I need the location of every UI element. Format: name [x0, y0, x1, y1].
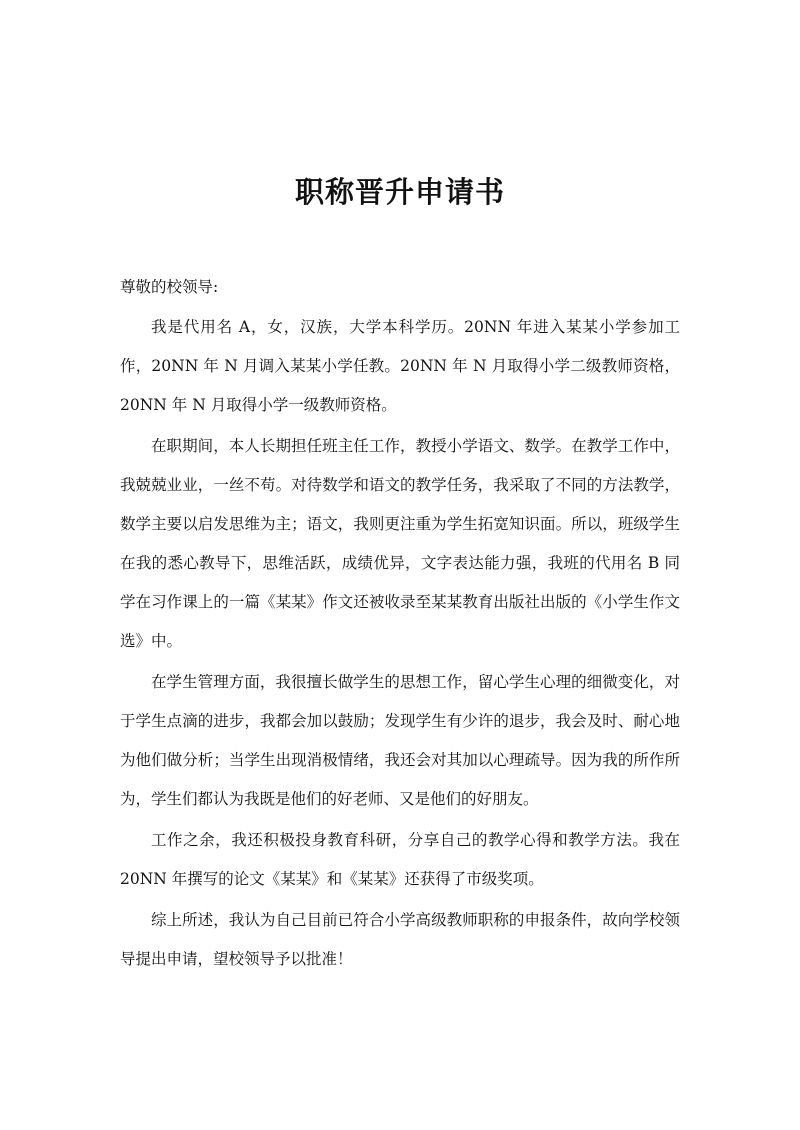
document-title: 职称晋升申请书: [294, 175, 505, 209]
paragraph-intro: 我是代用名 A，女，汉族，大学本科学历。20NN 年进入某某小学参加工作，20NN 年 N 月调入某某小学任教。20NN 年 N 月取得小学二级教师资格，20NN 年 N 月取得小学一级教师资格。: [120, 318, 680, 414]
salutation: 尊敬的校领导:: [120, 278, 219, 296]
document-body: [120, 268, 680, 981]
paragraph-conclusion: 综上所述，我认为自己目前已符合小学高级教师职称的申报条件，故向学校领导提出申请，望校领导予以批准！: [120, 911, 680, 968]
paragraph-student-management: 在学生管理方面，我很擅长做学生的思想工作，留心学生心理的细微变化，对于学生点滴的进步，我都会加以鼓励；发现学生有少许的退步，我会及时、耐心地为他们做分析；当学生出现消极情绪，我还会对其加以心理疏导。因为我的所作所为，学生们都认为我既是他们的好老师、又是他们的好朋友。: [120, 673, 680, 808]
paragraph-teaching: 在职期间，本人长期担任班主任工作，教授小学语文、数学。在教学工作中，我兢兢业业，一丝不苟。对待数学和语文的教学任务，我采取了不同的方法教学，数学主要以启发思维为主；语文，我则更注重为学生拓宽知识面。所以，班级学生在我的悉心教导下，思维活跃，成绩优异，文字表达能力强，我班的代用名 B 同学在习作课上的一篇《某某》作文还被收录至某某教育出版社出版的《小学生作文选》中。: [120, 437, 680, 650]
paragraph-research: 工作之余，我还积极投身教育科研，分享自己的教学心得和教学方法。我在 20NN 年撰写的论文《某某》和《某某》还获得了市级奖项。: [120, 831, 680, 888]
